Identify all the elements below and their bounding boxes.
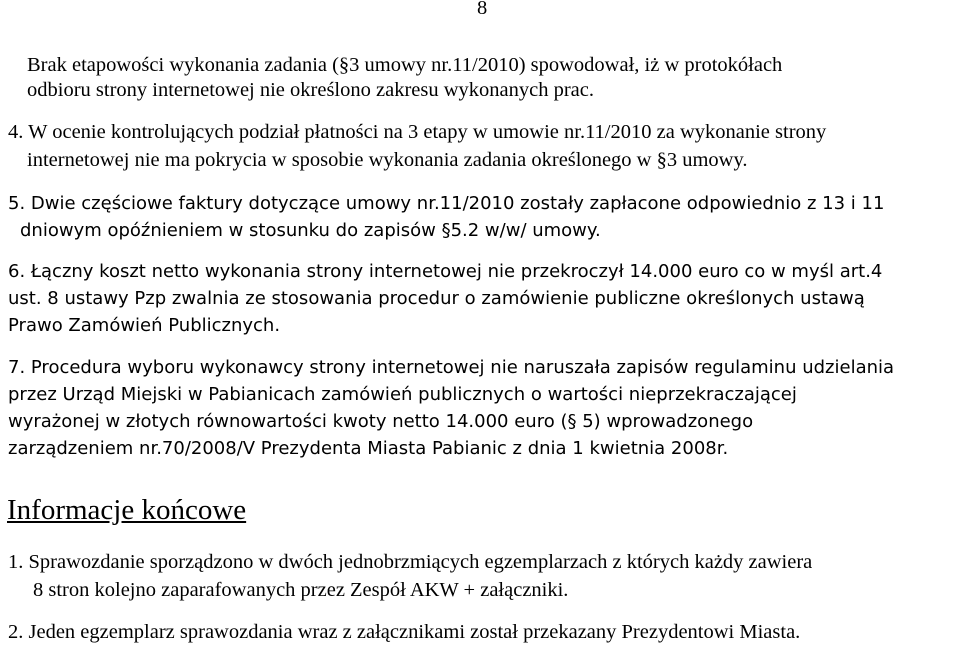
item-7-line-4: zarządzeniem nr.70/2008/V Prezydenta Miasta Pabianic z dnia 1 kwietnia 2008r.: [8, 438, 729, 459]
item-5-line-1: 5. Dwie częściowe faktury dotyczące umowy nr.11/2010 zostały zapłacone odpowiednio z 13 i 11: [8, 193, 885, 214]
section-heading: Informacje końcowe: [7, 494, 247, 526]
intro-line-1: Brak etapowości wykonania zadania (§3 umowy nr.11/2010) spowodował, iż w protokółach: [27, 54, 783, 76]
page-number: 8: [477, 0, 488, 19]
final-1-line-1: 1. Sprawozdanie sporządzono w dwóch jednobrzmiących egzemplarzach z których każdy zawiera: [8, 551, 813, 573]
intro-line-2: odbioru strony internetowej nie określono zakresu wykonanych prac.: [27, 79, 595, 101]
final-2-line-1: 2. Jeden egzemplarz sprawozdania wraz z załącznikami został przekazany Prezydentowi Miasta.: [8, 621, 801, 643]
item-7-line-3: wyrażonej w złotych równowartości kwoty netto 14.000 euro (§ 5) wprowadzonego: [8, 411, 754, 432]
item-5-line-2: dniowym opóźnieniem w stosunku do zapisów §5.2 w/w/ umowy.: [20, 220, 601, 241]
item-6-line-3: Prawo Zamówień Publicznych.: [8, 315, 281, 336]
item-6-line-1: 6. Łączny koszt netto wykonania strony internetowej nie przekroczył 14.000 euro co w myśl art.4: [8, 261, 883, 282]
item-4-line-2: internetowej nie ma pokrycia w sposobie wykonania zadania określonego w §3 umowy.: [27, 149, 748, 171]
item-6-line-2: ust. 8 ustawy Pzp zwalnia ze stosowania procedur o zamówienie publiczne określonych ustawą: [8, 288, 865, 309]
item-7-line-2: przez Urząd Miejski w Pabianicach zamówień publicznych o wartości nieprzekraczającej: [8, 384, 797, 405]
item-7-line-1: 7. Procedura wyboru wykonawcy strony internetowej nie naruszała zapisów regulaminu udzielania: [8, 357, 895, 378]
final-1-line-2: 8 stron kolejno zaparafowanych przez Zespół AKW + załączniki.: [33, 579, 569, 601]
item-4-line-1: 4. W ocenie kontrolujących podział płatności na 3 etapy w umowie nr.11/2010 za wykonanie strony: [8, 121, 827, 143]
